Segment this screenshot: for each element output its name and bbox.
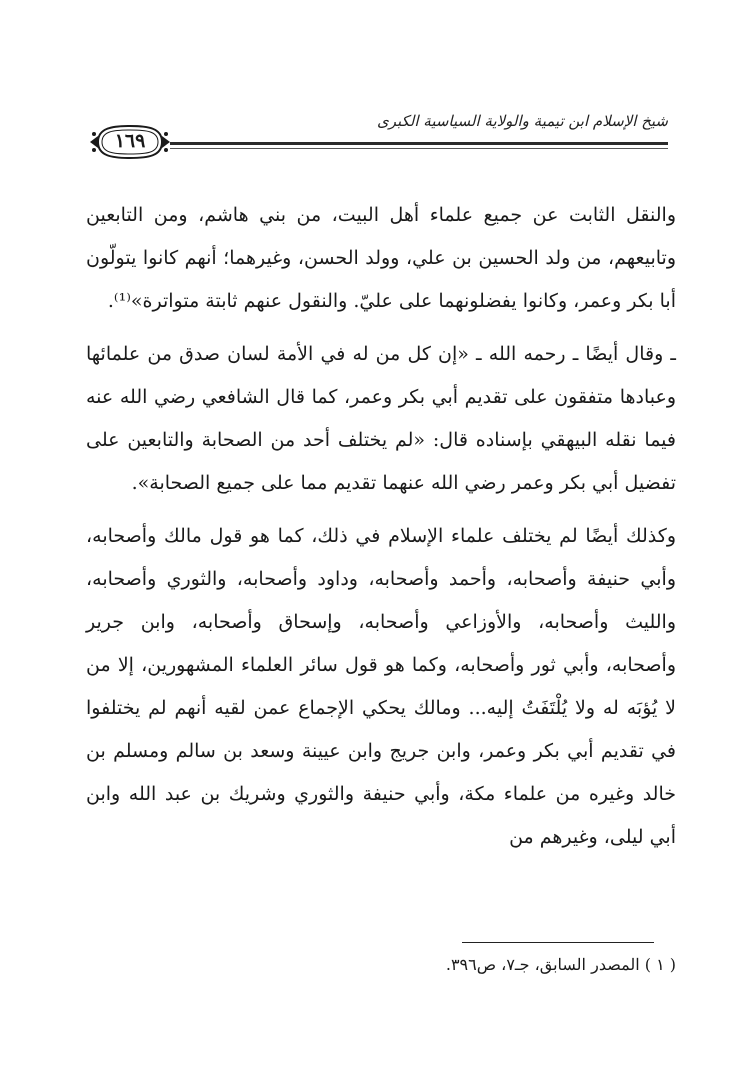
running-header [88,112,668,164]
page-number: ١٦٩ [114,130,146,152]
paragraph: والنقل الثابت عن جميع علماء أهل البيت، من بني هاشم، ومن التابعين وتابيعهم، من ولد الحسين بن علي، وولد الحسن، وغيرهما؛ أنهم كانوا يتولّون أبا بكر وعمر، وكانوا يفضلونهما على عليّ. والنقول عنهم ثابتة متواترة»⁽¹⁾. [86,204,676,312]
footnote-separator [462,942,654,943]
paragraph: وكذلك أيضًا لم يختلف علماء الإسلام في ذلك، كما هو قول مالك وأصحابه، وأبي حنيفة وأصحابه، وأحمد وأصحابه، وداود وأصحابه، والثوري وأصحابه، والليث وأصحابه، والأوزاعي وأصحابه، وإسحاق وأصحابه، وابن جرير وأصحابه، وأبي ثور وأصحابه، وكما هو قول سائر العلماء المشهورين، إلا من لا يُؤبَه له ولا يُلْتَفَتُ إليه... ومالك يحكي الإجماع عمن لقيه أنهم لم يختلفوا في تقديم أبي بكر وعمر، وابن جريج وابن عيينة وسعد بن سالم ومسلم بن خالد وغيره من علماء مكة، وأبي حنيفة والثوري وشريك بن عبد الله وابن أبي ليلى، وغيرهم من [86,525,676,848]
footnote: ( ١ ) المصدر السابق، جـ٧، ص٣٩٦. [445,955,676,974]
running-header-title: شيخ الإسلام ابن تيمية والولاية السياسية الكبرى [376,112,668,130]
paragraph: ـ وقال أيضًا ـ رحمه الله ـ «إن كل من له في الأمة لسان صدق من علمائها وعبادها متفقون على تقديم أبي بكر وعمر، كما قال الشافعي رضي الله عنه فيما نقله البيهقي بإسناده قال: «لم يختلف أحد من الصحابة والتابعين على تفضيل أبي بكر وعمر رضي الله عنهما تقديم مما على جميع الصحابة». [86,343,676,494]
main-text [86,194,676,869]
header-rule [170,142,668,145]
page-number-ornament [88,122,172,162]
